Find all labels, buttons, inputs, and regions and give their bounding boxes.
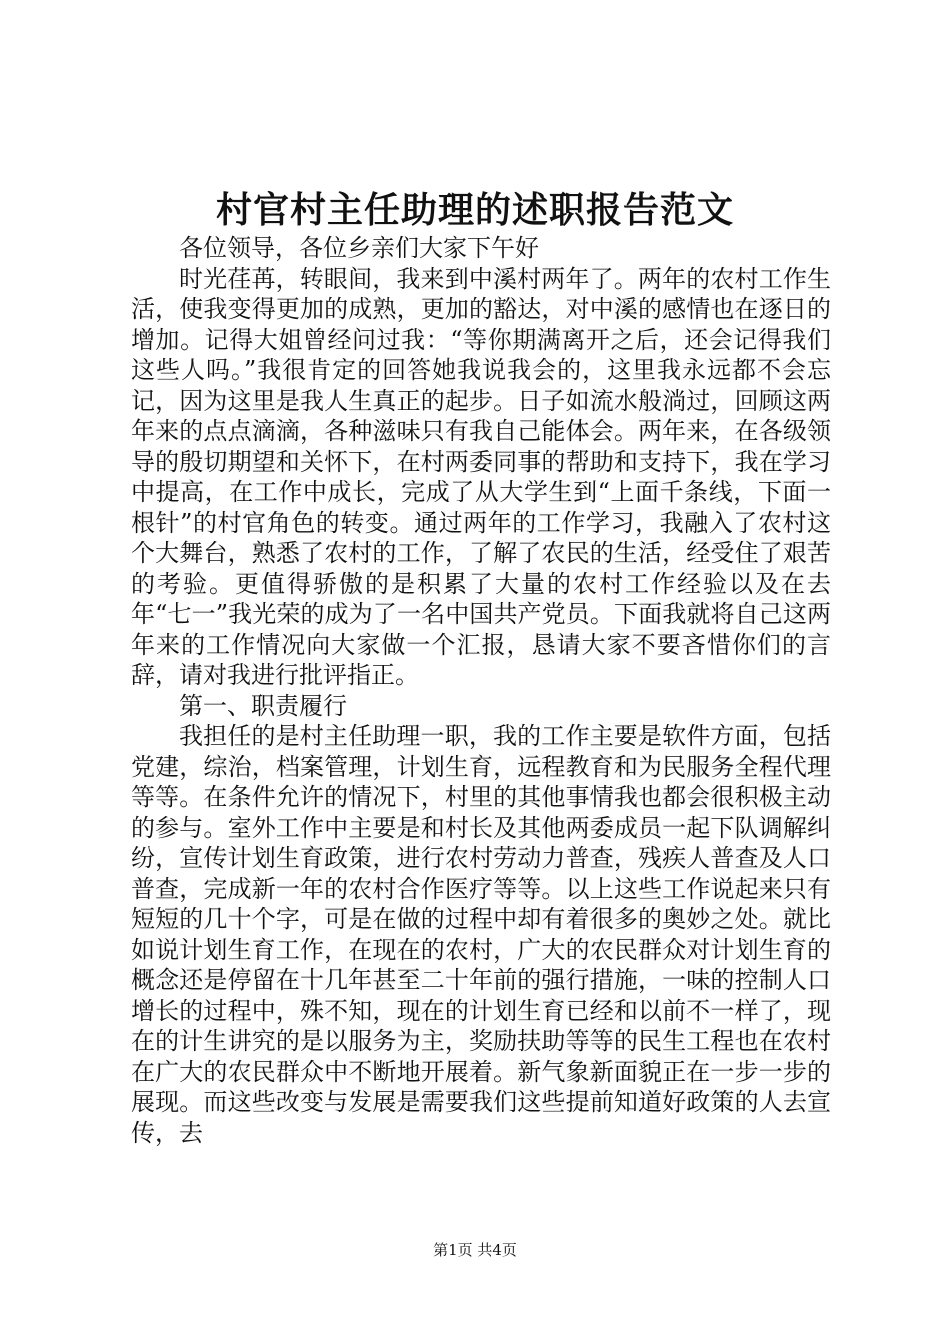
section-heading: 第一、职责履行	[179, 691, 347, 720]
paragraph-greeting: 各位领导，各位乡亲们大家下午好	[179, 234, 539, 262]
paragraph-intro: 时光荏苒，转眼间，我来到中溪村两年了。两年的农村工作生活，使我变得更加的成熟，更加的豁达，对中溪的感情也在逐日的增加。记得大姐曾经问过我：“等你期满离开之后，还会记得我们这些人吗。”我很肯定的回答她我说我会的，这里我永远都不会忘记，因为这里是我人生真正的起步。日子如流水般淌过，回顾这两年来的点点滴滴，各种滋味只有我自己能体会。两年来，在各级领导的殷切期望和关怀下，在村两委同事的帮助和支持下，我在学习中提高，在工作中成长，完成了从大学生到“上面千条线，下面一根针”的村官角色的转变。通过两年的工作学习，我融入了农村这个大舞台，熟悉了农村的工作，了解了农民的生活，经受住了艰苦的考验。更值得骄傲的是积累了大量的农村工作经验以及在去年“七一”我光荣的成为了一名中国共产党员。下面我就将自己这两年来的工作情况向大家做一个汇报，恳请大家不要吝惜你们的言辞，请对我进行批评指正。	[131, 264, 831, 689]
paragraph-duties: 我担任的是村主任助理一职，我的工作主要是软件方面，包括党建，综治，档案管理，计划生育，远程教育和为民服务全程代理等等。在条件允许的情况下，村里的其他事情我也都会很积极主动的参与。室外工作中主要是和村长及其他两委成员一起下队调解纠纷，宣传计划生育政策，进行农村劳动力普查，残疾人普查及人口普查，完成新一年的农村合作医疗等等。以上这些工作说起来只有短短的几十个字，可是在做的过程中却有着很多的奥妙之处。就比如说计划生育工作，在现在的农村，广大的农民群众对计划生育的概念还是停留在十几年甚至二十年前的强行措施，一味的控制人口增长的过程中，殊不知，现在的计划生育已经和以前不一样了，现在的计生讲究的是以服务为主，奖励扶助等等的民生工程也在农村在广大的农民群众中不断地开展着。新气象新面貌正在一步一步的展现。而这些改变与发展是需要我们这些提前知道好政策的人去宣传，去	[131, 722, 831, 1147]
document-body	[131, 233, 831, 1148]
page-footer: 第1页 共4页	[433, 1241, 517, 1259]
document-title: 村官村主任助理的述职报告范文	[215, 189, 734, 231]
